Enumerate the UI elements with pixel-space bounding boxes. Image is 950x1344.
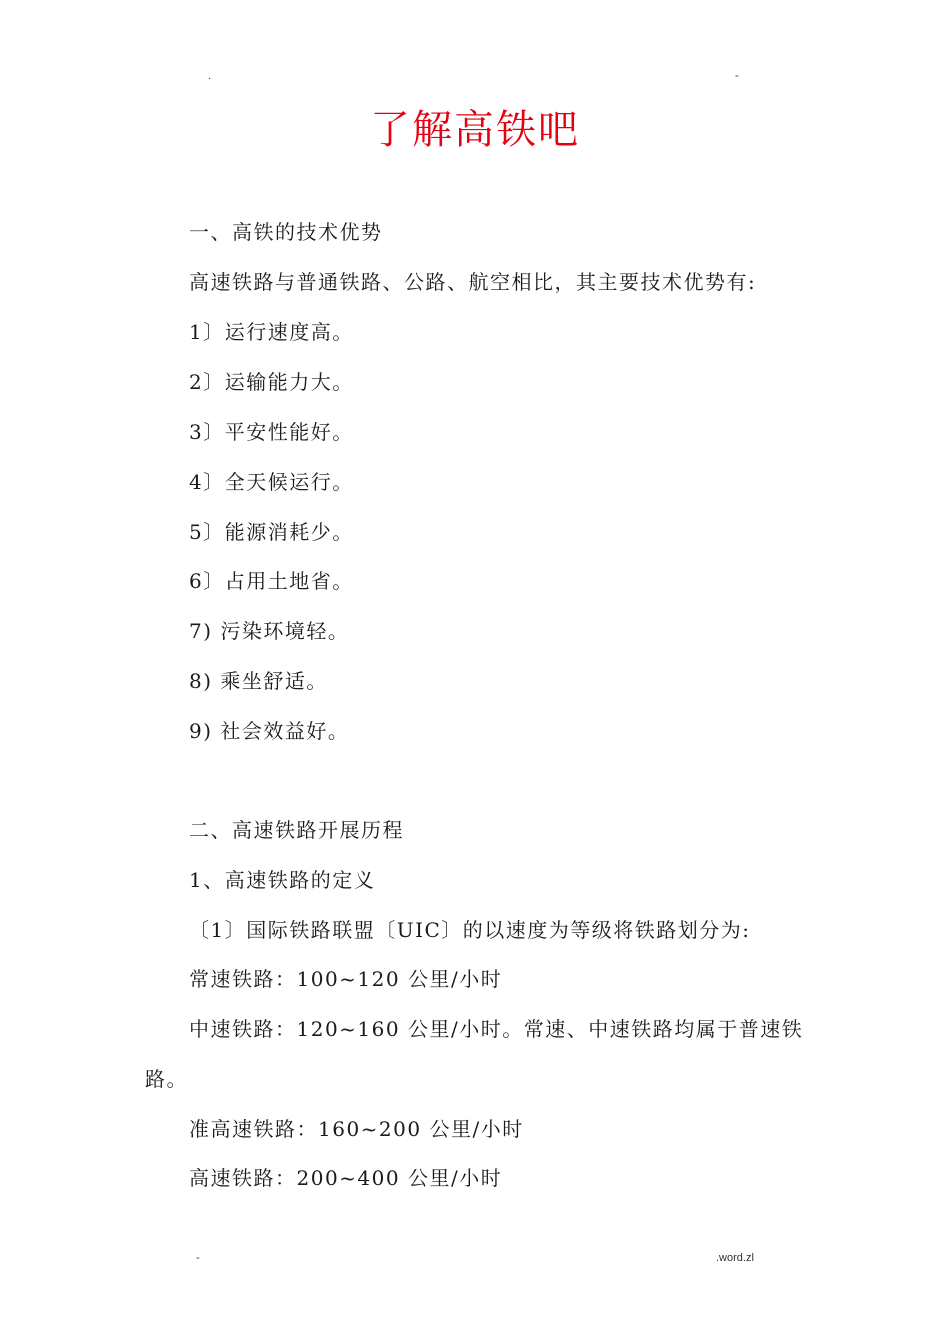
header-left-mark: . (208, 70, 212, 82)
quasi-high-speed-line: 准高速铁路：160~200 公里/小时 (189, 1117, 524, 1141)
section2-heading: 二、高速铁路开展历程 (189, 818, 404, 842)
footer-right-mark: .word.zl (716, 1252, 754, 1264)
high-speed-line: 高速铁路：200~400 公里/小时 (189, 1166, 503, 1190)
list-item-5: 5〕能源消耗少。 (189, 520, 354, 544)
medium-speed-line-cont: 路。 (145, 1067, 188, 1091)
section1-intro: 高速铁路与普通铁路、公路、航空相比，其主要技术优势有: (189, 270, 757, 294)
list-item-4: 4〕全天候运行。 (189, 470, 354, 494)
document-title: 了解高铁吧 (370, 107, 580, 153)
section2-subheading: 1、高速铁路的定义 (189, 868, 376, 892)
list-item-6: 6〕占用土地省。 (189, 569, 354, 593)
section1-heading: 一、高铁的技术优势 (189, 220, 383, 244)
list-item-9: 9) 社会效益好。 (189, 719, 350, 743)
list-item-8: 8) 乘坐舒适。 (189, 669, 328, 693)
normal-speed-line: 常速铁路：100~120 公里/小时 (189, 967, 503, 991)
uic-intro: 〔1〕国际铁路联盟〔UIC〕的以速度为等级将铁路划分为: (189, 918, 751, 942)
footer-left-mark: - (196, 1252, 200, 1264)
list-item-7: 7) 污染环境轻。 (189, 619, 350, 643)
medium-speed-line: 中速铁路：120~160 公里/小时。常速、中速铁路均属于普速铁 (189, 1017, 804, 1041)
list-item-1: 1〕运行速度高。 (189, 320, 354, 344)
list-item-2: 2〕运输能力大。 (189, 370, 354, 394)
list-item-3: 3〕平安性能好。 (189, 420, 354, 444)
header-right-mark: - (735, 70, 739, 82)
